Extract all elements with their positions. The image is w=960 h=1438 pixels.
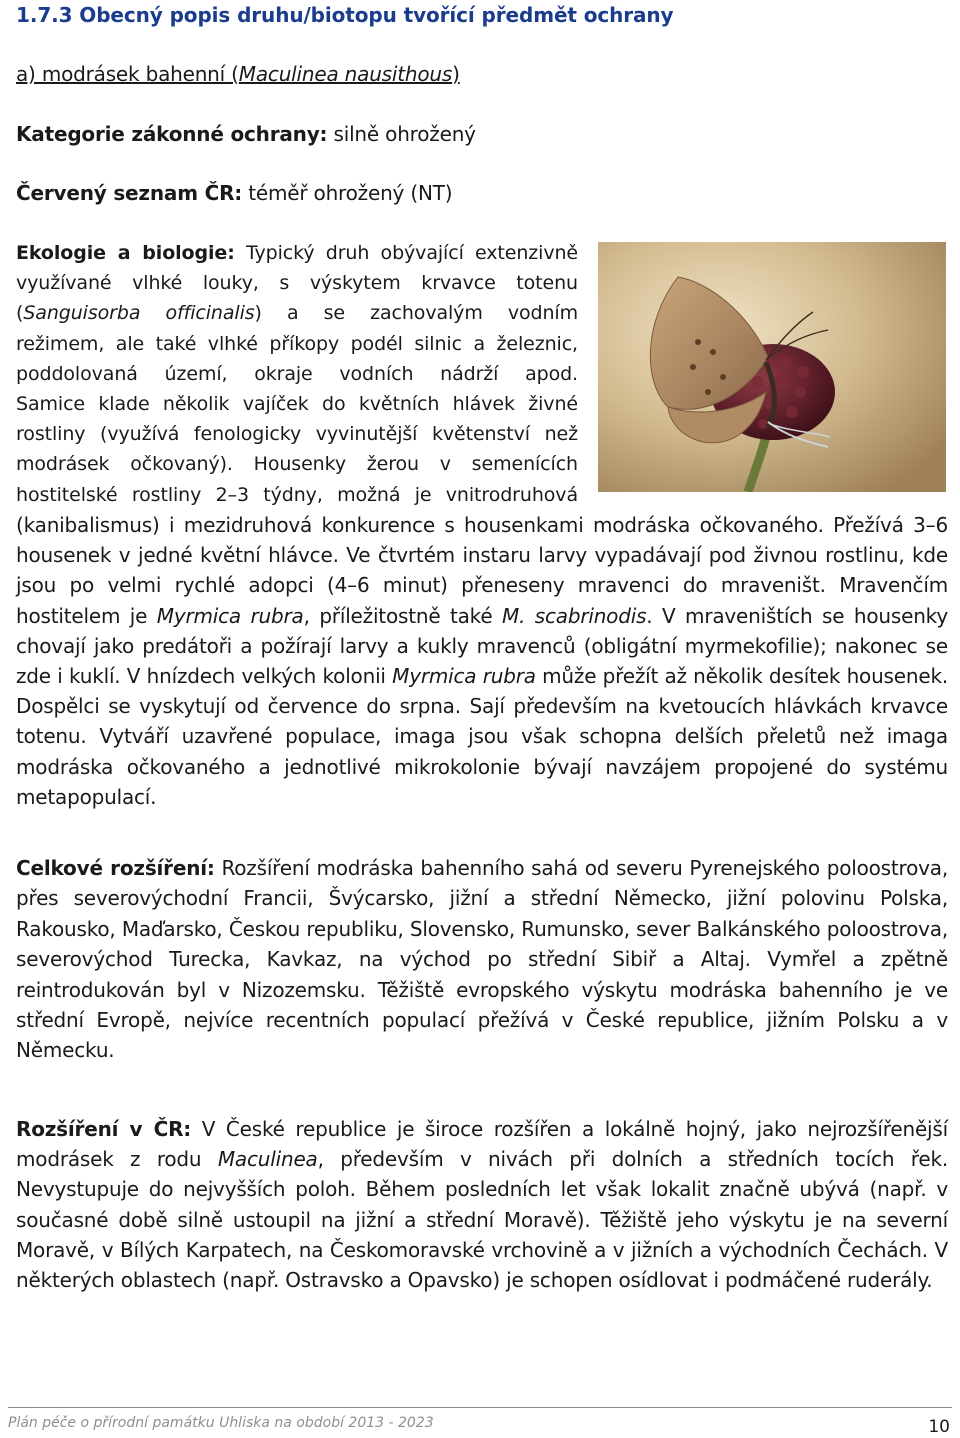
ecology-paragraph-continued	[16, 510, 948, 812]
ecology-text: může přežít až několik desítek housenek. Dospělci se vyskytují od července do srpna. Sají především na kvetoucích hlávkách krvavce totenu. Vytváří uzavřené populace, imaga jsou však schopna delších přeletů než imaga modráska očkovaného a jednotlivé mikrokolonie bývají navzájem propojené do systému metapopulací.	[16, 664, 949, 809]
overall-distribution-text: Rozšíření modráska bahenního sahá od severu Pyrenejského poloostrova, přes severovýchodní Francii, Švýcarsko, jižní a střední Německo, jižní polovinu Polska, Rakousko, Maďarsko, Českou republiku, Slovensko, Rumunsko, sever Balkánského poloostrova, severovýchod Turecka, Kavkaz, na východ po střední Sibiř a Altaj. Vymřel a zpětně reintrodukován byl v Nizozemsku. Těžiště evropského výskytu modráska bahenního je ve střední Evropě, nejvíce recentních populací přežívá v České republice, jižním Polsku a v Německu.	[16, 856, 948, 1063]
legal-category-label: Kategorie zákonné ochrany:	[16, 122, 328, 146]
czech-distribution-label: Rozšíření v ČR:	[16, 1117, 192, 1141]
legal-category	[16, 119, 476, 149]
species-suffix: )	[452, 62, 460, 86]
ecology-line: režimem, ale také vlhké příkopy podél silnic a železnic,	[16, 332, 578, 355]
czech-distribution	[16, 1114, 948, 1295]
ecology-line-text: Typický druh obývající extenzivně	[234, 242, 578, 264]
butterfly-on-burnet-illustration	[598, 242, 946, 492]
ecology-line	[16, 238, 578, 268]
ecology-line: rostliny (využívá fenologicky vyvinutější květenství než	[16, 423, 578, 446]
ecology-wrapped-lines	[16, 238, 578, 510]
overall-distribution	[16, 853, 948, 1066]
species-subheading	[16, 59, 460, 89]
ecology-line	[16, 298, 578, 328]
ecology-text: (kanibalismus) i mezidruhová konkurence s housenkami modráska očkovaného. Přežívá 3–6 housenek v jedné květní hlávce. Ve čtvrtém instaru larvy vypadávají pod živnou rostlinu, kde jsou po velmi rychlé adopci (4–6 minut) přeneseny mravenci do mraveništ. Mravenčím hostitelem je	[16, 513, 948, 628]
ecology-text: . V mraveništích se housenky chovají jako predátoři a požírají larvy a kukly mravenců (obligátní myrmekofilie); nakonec se zde i kuklí. V hnízdech velkých kolonii	[16, 603, 948, 689]
overall-distribution-label: Celkové rozšíření:	[16, 856, 215, 880]
legal-category-value: silně ohrožený	[327, 122, 476, 146]
ecology-line: modrásek očkovaný). Housenky žerou v semenících	[16, 453, 578, 476]
species-prefix: a) modrásek bahenní (	[16, 62, 239, 86]
plant-latin-name: Sanguisorba officinalis	[23, 302, 255, 325]
ecology-label: Ekologie a biologie:	[16, 242, 235, 264]
ecology-text: , příležitostně také	[303, 603, 502, 628]
page-number: 10	[928, 1417, 950, 1437]
section-heading: 1.7.3 Obecný popis druhu/biotopu tvořící předmět ochrany	[16, 3, 674, 27]
ant-latin-name: Myrmica rubra	[156, 603, 304, 628]
genus-latin-name: Maculinea	[217, 1147, 318, 1172]
ecology-line-text: (	[16, 302, 24, 325]
footer-title: Plán péče o přírodní památku Uhliska na období 2013 - 2023	[8, 1415, 434, 1431]
ant-latin-name: Myrmica rubra	[392, 664, 536, 689]
ecology-line: využívané vlhké louky, s výskytem krvavce totenu	[16, 272, 578, 295]
czech-distribution-text: V České republice je široce rozšířen a lokálně hojný, jako nejrozšířenější modrásek z rodu	[16, 1117, 948, 1172]
czech-distribution-text: , především v nivách při dolních a středních tocích řek. Nevystupuje do nejvyšších poloh. Během posledních let však lokalit značně ubývá (např. v současné době silně ustoupil na jižní a střední Moravě). Těžiště jeho výskytu je na severní Moravě, v Bílých Karpatech, na Českomoravské vrchovině a v jižních a východních Čechách. V některých oblastech (např. Ostravsko a Opavsko) je schopen osídlovat i podmáčené ruderály.	[16, 1147, 949, 1293]
butterfly-photo	[598, 242, 946, 492]
ecology-line-text: ) a se zachovalým vodním	[254, 302, 578, 325]
ecology-line: Samice klade několik vajíček do květních hlávek živné	[16, 392, 578, 415]
ant-latin-name: M. scabrinodis	[502, 603, 647, 628]
ecology-line: poddolovaná území, okraje vodních nádrží apod.	[16, 362, 578, 385]
species-latin-name: Maculinea nausithous	[238, 62, 453, 86]
red-list-label: Červený seznam ČR:	[16, 181, 243, 205]
ecology-line: hostitelské rostliny 2–3 týdny, možná je vnitrodruhová	[16, 483, 578, 506]
red-list	[16, 178, 452, 208]
footer-divider	[8, 1407, 952, 1408]
red-list-value: téměř ohrožený (NT)	[242, 181, 453, 205]
